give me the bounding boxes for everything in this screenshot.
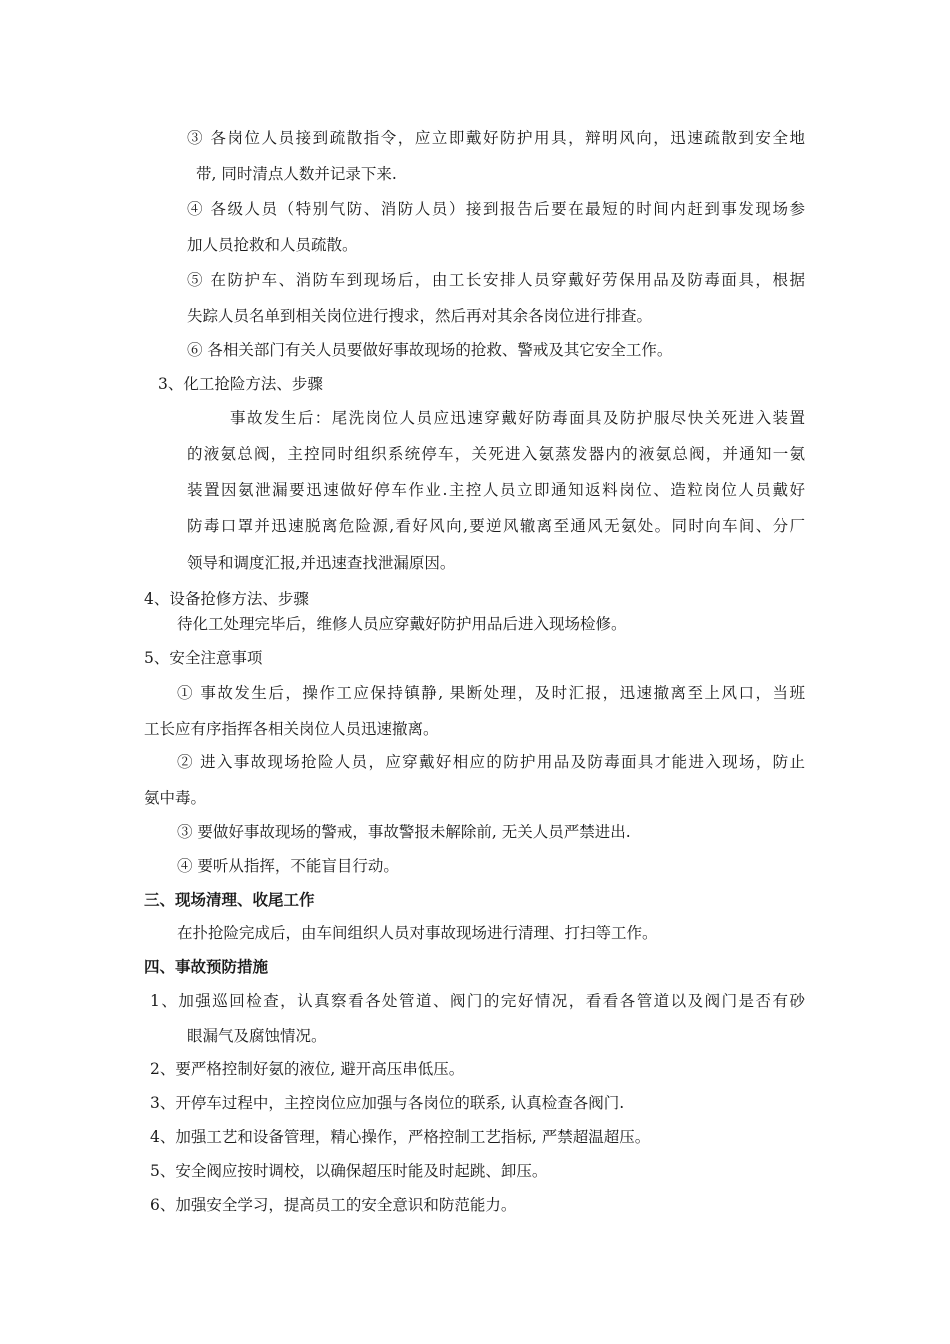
section-4-item6: 6、加强安全学习，提高员工的安全意识和防范能力。	[150, 1196, 517, 1214]
subsection-5-item3: ③ 要做好事故现场的警戒，事故警报未解除前, 无关人员严禁进出.	[177, 823, 631, 841]
subsection-3-line4: 防毒口罩并迅速脱离危险源,看好风向,要逆风辙离至通风无氨处。同时向车间、分厂	[187, 517, 805, 535]
subsection-5-item1-line2: 工长应有序指挥各相关岗位人员迅速撤离。	[144, 720, 439, 738]
subsection-4-line1: 待化工处理完毕后，维修人员应穿戴好防护用品后进入现场检修。	[177, 615, 627, 633]
section-3-title: 三、现场清理、收尾工作	[144, 890, 315, 909]
subsection-3-line2: 的液氨总阀，主控同时组织系统停车，关死进入氨蒸发器内的液氨总阀，并通知一氨	[187, 445, 805, 463]
s3-item5-line1: ⑤ 在防护车、消防车到现场后，由工长安排人员穿戴好劳保用品及防毒面具，根据	[187, 271, 805, 289]
subsection-5-item1-line1: ① 事故发生后，操作工应保持镇静, 果断处理，及时汇报，迅速撤离至上风口，当班	[177, 684, 805, 702]
s3-item3-line1: ③ 各岗位人员接到疏散指令，应立即戴好防护用具，辩明风向，迅速疏散到安全地	[187, 129, 805, 147]
subsection-5-item2-line2: 氨中毒。	[144, 789, 207, 807]
s3-item4-line1: ④ 各级人员（特别气防、消防人员）接到报告后要在最短的时间内赶到事发现场参	[187, 200, 805, 218]
section-4-item1-line2: 眼漏气及腐蚀情况。	[187, 1027, 327, 1045]
subsection-5-title: 5、安全注意事项	[144, 649, 263, 667]
section-4-item2: 2、要严格控制好氨的液位, 避开高压串低压。	[150, 1060, 465, 1078]
subsection-5-item4: ④ 要听从指挥，不能盲目行动。	[177, 857, 399, 875]
subsection-3-title: 3、化工抢险方法、步骤	[158, 375, 323, 393]
subsection-3-line1: 事故发生后：尾洗岗位人员应迅速穿戴好防毒面具及防护服尽快关死进入装置	[230, 409, 805, 427]
s3-item5-line2: 失踪人员名单到相关岗位进行搜求，然后再对其余各岗位进行排查。	[187, 307, 653, 325]
subsection-3-line5: 领导和调度汇报,并迅速查找泄漏原因。	[187, 554, 456, 572]
section-4-item1-line1: 1、加强巡回检查，认真察看各处管道、阀门的完好情况，看看各管道以及阀门是否有砂	[150, 992, 805, 1010]
s3-item6: ⑥ 各相关部门有关人员要做好事故现场的抢救、警戒及其它安全工作。	[187, 341, 673, 359]
section-3-line1: 在扑抢险完成后，由车间组织人员对事故现场进行清理、打扫等工作。	[177, 924, 658, 942]
subsection-4-title: 4、设备抢修方法、步骤	[144, 590, 309, 608]
s3-item4-line2: 加人员抢救和人员疏散。	[187, 236, 358, 254]
subsection-5-item2-line1: ② 进入事故现场抢险人员，应穿戴好相应的防护用品及防毒面具才能进入现场，防止	[177, 753, 805, 771]
section-4-item5: 5、安全阀应按时调校，以确保超压时能及时起跳、卸压。	[150, 1162, 548, 1180]
s3-item3-line2: 带, 同时清点人数并记录下来.	[196, 165, 397, 183]
subsection-3-line3: 装置因氨泄漏要迅速做好停车作业.主控人员立即通知返料岗位、造粒岗位人员戴好	[187, 481, 805, 499]
section-4-item3: 3、开停车过程中，主控岗位应加强与各岗位的联系, 认真检查各阀门.	[150, 1094, 625, 1112]
section-4-title: 四、事故预防措施	[144, 957, 269, 976]
section-4-item4: 4、加强工艺和设备管理，精心操作，严格控制工艺指标, 严禁超温超压。	[150, 1128, 651, 1146]
